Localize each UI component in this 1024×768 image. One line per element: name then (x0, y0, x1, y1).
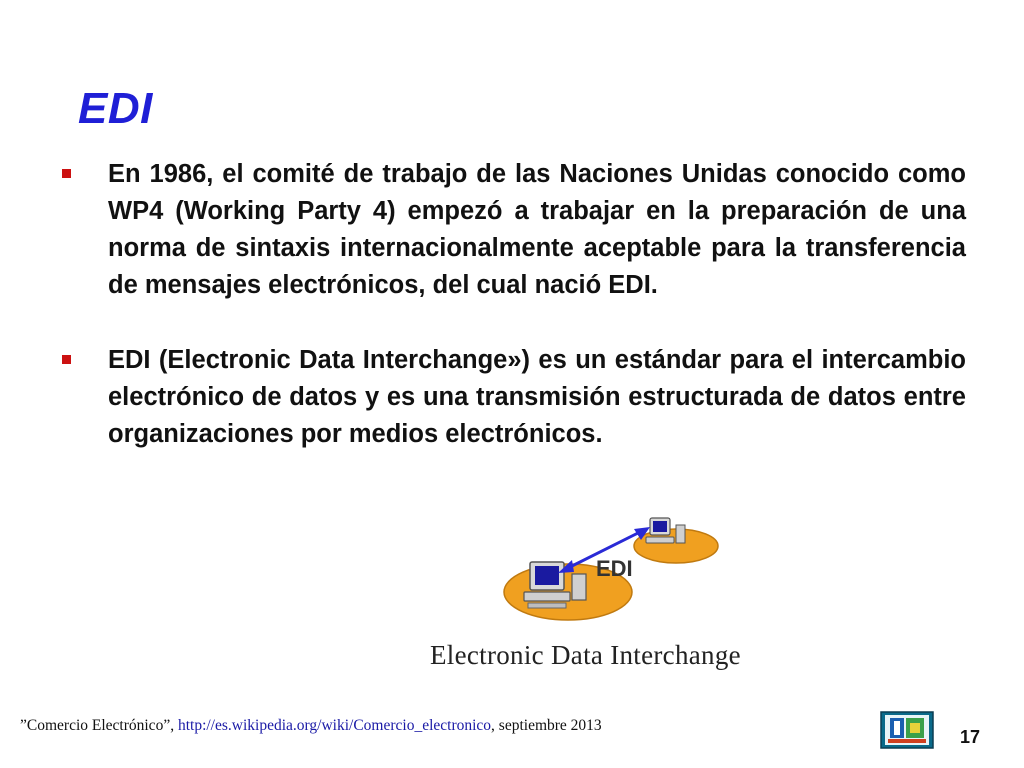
footer-source (20, 717, 602, 735)
footer-source-suffix: , septiembre 2013 (491, 717, 602, 734)
institution-logo-icon (880, 711, 934, 749)
bullet-text: EDI (Electronic Data Interchange») es un estándar para el intercambio electrónico de datos y es una transmisión estructurada de datos entre organizaciones por medios electrónicos. (108, 346, 966, 448)
bullet-item (60, 156, 966, 304)
right-computer-icon (634, 518, 718, 563)
footer-source-link[interactable]: http://es.wikipedia.org/wiki/Comercio_electronico (177, 717, 492, 734)
illustration-label: EDI (596, 556, 633, 581)
bullet-list (60, 156, 966, 453)
footer-source-prefix: ”Comercio Electrónico”, (20, 717, 178, 734)
bullet-text: En 1986, el comité de trabajo de las Naciones Unidas conocido como WP4 (Working Party 4) empezó a trabajar en la preparación de una norma de sintaxis internacionalmente aceptable para la transferencia de mensajes electrónicos, del cual nació EDI. (108, 160, 966, 299)
illustration-caption: Electronic Data Interchange (430, 640, 741, 670)
page-number: 17 (960, 727, 981, 747)
bullet-item (60, 342, 966, 453)
slide-title: EDI (78, 84, 153, 133)
bullet-square-icon (62, 355, 71, 364)
bullet-square-icon (62, 169, 71, 178)
